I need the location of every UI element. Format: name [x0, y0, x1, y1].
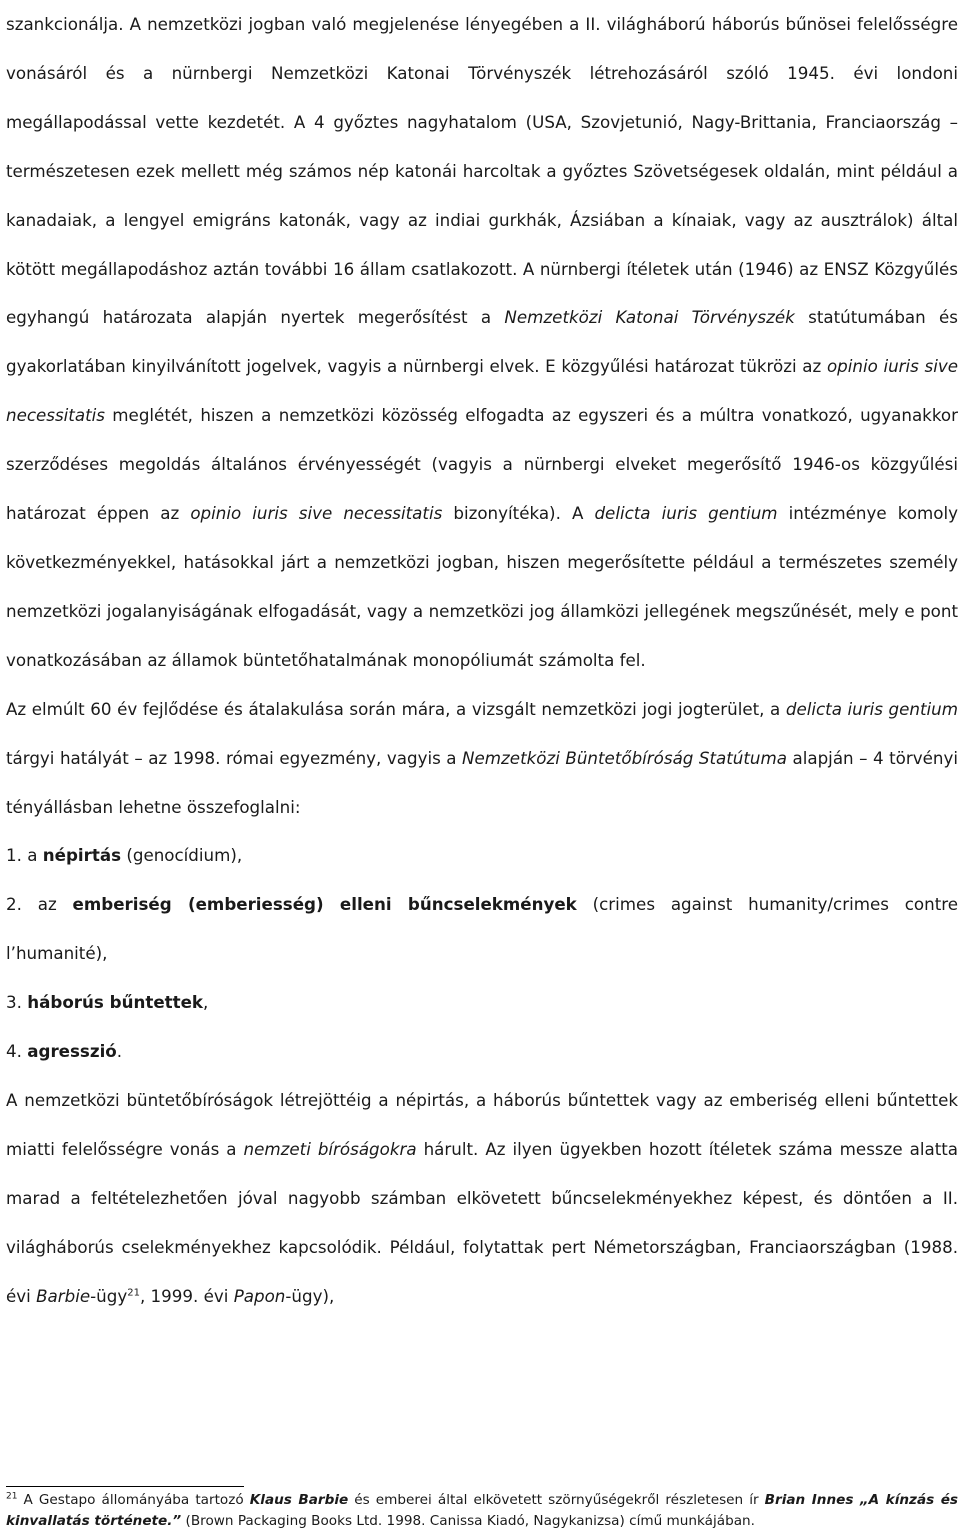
emphasis-text: delicta iuris gentium	[785, 698, 958, 719]
paragraph	[6, 0, 958, 685]
emphasis-text: Brian Innes „A kínzás és kinvallatás története.”	[6, 1492, 959, 1529]
text-run: .	[116, 1041, 123, 1062]
text-run: statútumában és gyakorlatában kinyilvánított jogelvek, vagyis a nürnbergi elvek. E közgyűlési határozat tükrözi az	[6, 307, 958, 377]
emphasis-text: emberiség (emberiesség) elleni bűncselekmények	[72, 894, 577, 915]
text-run: 1. a	[6, 845, 43, 866]
emphasis-text: agresszió	[27, 1041, 117, 1062]
emphasis-text: népirtás	[42, 845, 122, 866]
text-run: Az elmúlt 60 év fejlődése és átalakulása során mára, a vizsgált nemzetközi jogi jogterület, a	[6, 698, 786, 719]
emphasis-text: Barbie	[36, 1285, 91, 1306]
text-run: szankcionálja. A nemzetközi jogban való megjelenése lényegében a II. világháború háborús bűnösei felelősségre vonásáról és a nürnbergi Nemzetközi Katonai Törvényszék létrehozásáról szóló 1945. évi londoni megállapodással vette kezdetét. A 4 győztes nagyhatalom (USA, Szovjetunió, Nagy-Brittania, Franciaország – természetesen ezek mellett még számos nép katonái harcoltak a győztes Szövetségesek oldalán, mint például a kanadaiak, a lengyel emigráns katonák, vagy az indiai gurkhák, Ázsiában a kínaiak, vagy az ausztrálok) által kötött megállapodáshoz aztán további 16 állam csatlakozott. A nürnbergi ítéletek után (1946) az ENSZ Közgyűlés egyhangú határozata alapján nyertek megerősítést a	[6, 14, 958, 328]
text-run: meglétét, hiszen a nemzetközi közösség elfogadta az egyszeri és a múltra vonatkozó, ugyanakkor szerződéses megoldás általános érvényességét (vagyis a nürnbergi elveket megerősítő 1946-os közgyűlési határozat éppen az	[6, 405, 958, 524]
emphasis-text: Nemzetközi Büntetőbíróság Statútuma	[462, 747, 787, 768]
footnote-ref: 21	[6, 1491, 18, 1502]
text-run: 2. az	[6, 894, 73, 915]
text-run: A nemzetközi büntetőbíróságok létrejöttéig a népirtás, a háborús bűntettek vagy az emberiség elleni bűntettek miatti felelősségre vonás a	[6, 1089, 958, 1159]
text-run: tárgyi hatályát – az 1998. római egyezmény, vagyis a	[6, 747, 463, 768]
text-run: és emberei által elkövetett szörnyűségekről részletesen ír	[348, 1492, 765, 1508]
emphasis-text: opinio iuris sive necessitatis	[190, 503, 443, 524]
text-run: -ügy),	[285, 1285, 335, 1306]
list-item	[6, 880, 958, 978]
text-run: (crimes against humanity/crimes contre l’humanité),	[6, 894, 958, 964]
emphasis-text: nemzeti bíróságokra	[243, 1138, 417, 1159]
footnote-ref: 21	[127, 1287, 140, 1298]
text-run: intézménye komoly következményekkel, hatásokkal járt a nemzetközi jogban, hiszen megerősítette például a természetes személy nemzetközi jogalanyiságának elfogadását, vagy a nemzetközi jog államközi jellegének megszűnését, mely e pont vonatkozásában az államok büntetőhatalmának monopóliumát számolta fel.	[6, 503, 958, 670]
text-run: hárult. Az ilyen ügyekben hozott ítéletek száma messze alatta marad a feltételezhetően jóval nagyobb számban elkövetett bűncselekményekhez képest, és döntően a II. világháborús cselekményekhez kapcsolódik. Például, folytattak pert Németországban, Franciaországban (1988. évi	[6, 1138, 959, 1306]
emphasis-text: delicta iuris gentium	[594, 503, 778, 524]
text-run: , 1999. évi	[139, 1285, 234, 1306]
paragraph	[6, 685, 958, 832]
emphasis-text: Papon	[233, 1285, 286, 1306]
list-item	[6, 1027, 958, 1076]
footnote-separator	[6, 1486, 244, 1487]
emphasis-text: háborús bűntettek	[27, 992, 204, 1013]
emphasis-text: Nemzetközi Katonai Törvényszék	[504, 307, 795, 328]
text-run: 4.	[6, 1041, 28, 1062]
list-item	[6, 978, 958, 1027]
emphasis-text: opinio iuris sive necessitatis	[6, 356, 958, 426]
text-run: (Brown Packaging Books Ltd. 1998. Canissa Kiadó, Nagykanizsa) című munkájában.	[181, 1513, 755, 1529]
body-text	[6, 0, 958, 1320]
footnote	[6, 1490, 958, 1532]
text-run: -ügy	[90, 1285, 128, 1306]
text-run: bizonyítéka). A	[442, 503, 595, 524]
text-run: alapján – 4 törvényi tényállásban lehetne összefoglalni:	[6, 747, 958, 817]
text-run: ,	[203, 992, 209, 1013]
text-run: A Gestapo állományába tartozó	[17, 1492, 250, 1508]
paragraph	[6, 1076, 958, 1321]
text-run: (genocídium),	[121, 845, 243, 866]
text-run: 3.	[6, 992, 28, 1013]
emphasis-text: Klaus Barbie	[249, 1492, 349, 1508]
list-item	[6, 831, 958, 880]
